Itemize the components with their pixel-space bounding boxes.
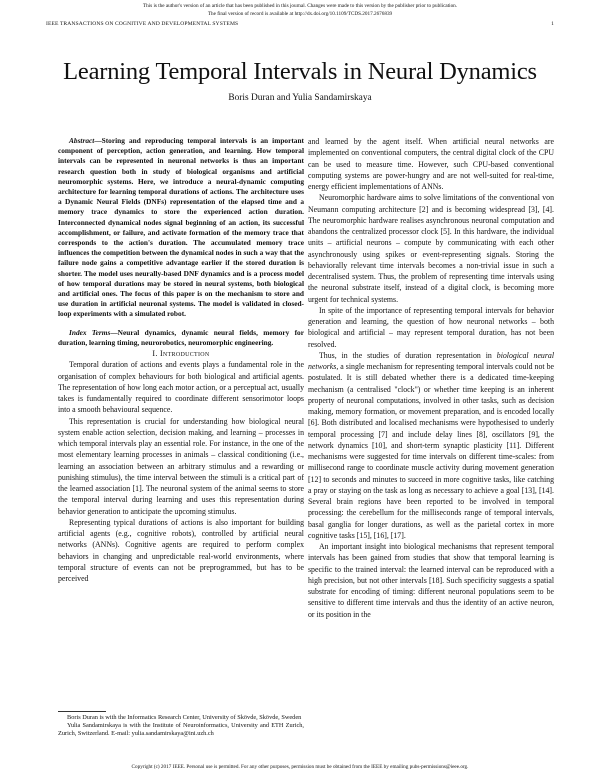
paper-authors: Boris Duran and Yulia Sandamirskaya <box>228 93 372 103</box>
intro-paragraph-3: Representing typical durations of actions is also important for building artificial agents (e.g., cognitive robots), controlled by artificial neural networks (ANNs). Cognitive agents are required to perform complex behaviors in changing and unpredictable real-world environments, where temporal structure of events can not be preprogrammed, but has to be perceived <box>58 517 304 584</box>
intro-paragraph-2: This representation is crucial for understanding how biological neural system enable action selection, decision making, and learning – processes in which temporal intervals play an essential role. For instance, in the one of the most elementary learning processes in animals – classical conditioning (i.e., learning an association between an arbitrary stimulus and a rewarding or punishing stimulus), the time interval between the stimuli is a critical part of the learned association [1]. The neuronal system of the animal seems to store the temporal interval during learning and uses this representation during behavior generation to anticipate the upcoming stimulus. <box>58 416 304 516</box>
body-paragraph-3: In spite of the importance of representing temporal intervals for behavior generation and learning, the question of how neuronal networks – both biological and artificial – may represent temporal duration, has not been resolved. <box>308 305 554 349</box>
copyright-notice: Copyright (c) 2017 IEEE. Personal use is permitted. For any other purposes, permission must be obtained from the IEEE by emailing pubs-permissions@ieee.org. <box>131 764 469 770</box>
paper-title: Learning Temporal Intervals in Neural Dynamics <box>63 58 537 85</box>
running-header <box>46 21 554 29</box>
body-paragraph-5: An important insight into biological mechanisms that represent temporal intervals has been gained from studies that show that temporal learning is specific to the trained interval: the learned interval can be reproduced with a high precision, but not other intervals [18]. Such specificity suggests a spatial substrate for encoding of timing: different neuronal populations seem to be sensitive to different time intervals and thus the identity of an active neuron, or its position in the <box>308 542 554 619</box>
footnote-author-1: Boris Duran is with the Informatics Research Center, University of Skövde, Skövde, Sweden <box>67 714 302 721</box>
abstract-label: Abstract <box>69 136 95 145</box>
footnote-author-2: Yulia Sandamirskaya is with the Institute of Neuroinformatics, University and ETH Zurich, Zurich, Switzerland. E-mail: yulia.sandamirskaya@ini.uzh.ch <box>58 722 304 737</box>
body-paragraph-2: Neuromorphic hardware aims to solve limitations of the conventional von Neumann computing architecture [2] and is becoming widespread [3], [4]. The neuromorphic hardware realises asynchronous neuronal computation and abandons the centralized processor clock [5]. In this hardware, the individual units – artificial neurons – compute by communicating with each other asynchronously using spikes or event-representing signals. Storing the behaviorally relevant time intervals becomes a non-trivial issue in such a decentralised system. Thus, the problem of representing time intervals using the neuronal substrate itself, instead of a digital clock, is becoming more urgent for technical systems. <box>308 193 554 304</box>
right-column <box>308 136 554 620</box>
publisher-notice: This is the author's version of an article that has been published in this journal. Changes were made to this version by the publisher prior to publication. <box>142 3 458 9</box>
page-number: 1 <box>551 21 554 27</box>
doi-notice: The final version of record is available at http://dx.doi.org/10.1109/TCDS.2017.2676839 <box>207 11 393 17</box>
index-terms-text: —Neural dynamics, dynamic neural fields, memory for duration, learning timing, neurorobotics, neuromorphic engineering. <box>58 327 304 347</box>
abstract-text: —Storing and reproducing temporal intervals is an important component of perception, action generation, and learning. How temporal intervals can be represented in neuronal networks is thus an important research question both in study of biological organisms and artificial neuromorphic systems. Here, we introduce a neural-dynamic computing architecture for learning temporal durations of actions. The architecture uses a Dynamic Neural Fields (DNFs) representation of the elapsed time and a memory trace dynamics to store the experienced action duration. Interconnected dynamical nodes signal beginning of an action, its successful accomplishment, or failure, and activate formation of the memory trace that corresponds to the action's duration. The accumulated memory trace influences the competition between the dynamical nodes in such a way that the failure node gains a competitive advantage earlier if the stored duration is shorter. The model uses neurally-based DNF dynamics and is a process model of how temporal durations may be stored in neural systems, both biological and artificial ones. The focus of this paper is on the mechanism to store and use duration in artificial neuronal systems. The model is validated in closed-loop experiments with a simulated robot. <box>58 136 304 319</box>
body-paragraph-4 <box>308 350 554 541</box>
body-paragraph-4-rest: , a single mechanism for representing temporal intervals could not be postulated. It is still debated whether there is a dedicated time-keeping mechanism (a centralised "clock") or whether time keeping is an inherent property of neuronal computations, involved in other tasks, such as decision making, memory formation, or movement preparation, and is encoded locally [6]. Both distributed and localised mechanisms were hypothesised to underly temporal processing [7] and include delay lines [8], oscillators [9], the network dynamics [10], and short-term synaptic plasticity [11]. Different mechanisms were suggested for time intervals on different time-scales: from millisecond range to coordinate muscle activity during movement generation [12] to seconds and minutes to succeed in more cognitive tasks, like catching a pray or staying on the task as long as necessary to achieve a goal [13], [14]. Several brain regions have been reported to be involved in temporal processing: the cerebellum for the milliseconds range of temporal intervals, basal ganglia for longer durations, as well as the parietal cortex in more cognitive tasks [15], [16], [17]. <box>308 362 554 540</box>
footnote-rule <box>58 711 106 712</box>
footnotes <box>58 714 304 738</box>
intro-paragraph-1: Temporal duration of actions and events plays a fundamental role in the organisation of complex behaviours for both biological and artificial agents. The representation of how long each motor action, or a perceptual act, usually takes is fundamentally required to coordinate different sensorimotor loops into a smooth behavioural sequence. <box>58 360 304 415</box>
index-terms <box>58 328 304 348</box>
body-paragraph-4-start: Thus, in the studies of duration representation in <box>319 350 497 360</box>
body-paragraph-1: and learned by the agent itself. When artificial neural networks are implemented on conventional computers, the central digital clock of the CPU can be used to measure time. However, such CPU-based conventional computing systems are power-hungry and are not well-suited for real-time, energy efficient implementations of ANNs. <box>308 137 554 191</box>
left-column <box>58 136 304 584</box>
journal-name: IEEE TRANSACTIONS ON COGNITIVE AND DEVELOPMENTAL SYSTEMS <box>46 21 239 27</box>
body-paragraph-4-emphasis: biological neural networks <box>308 350 554 371</box>
index-terms-label: Index Terms <box>69 327 111 337</box>
section-heading-introduction: I. Introduction <box>152 349 210 359</box>
abstract <box>58 136 304 320</box>
